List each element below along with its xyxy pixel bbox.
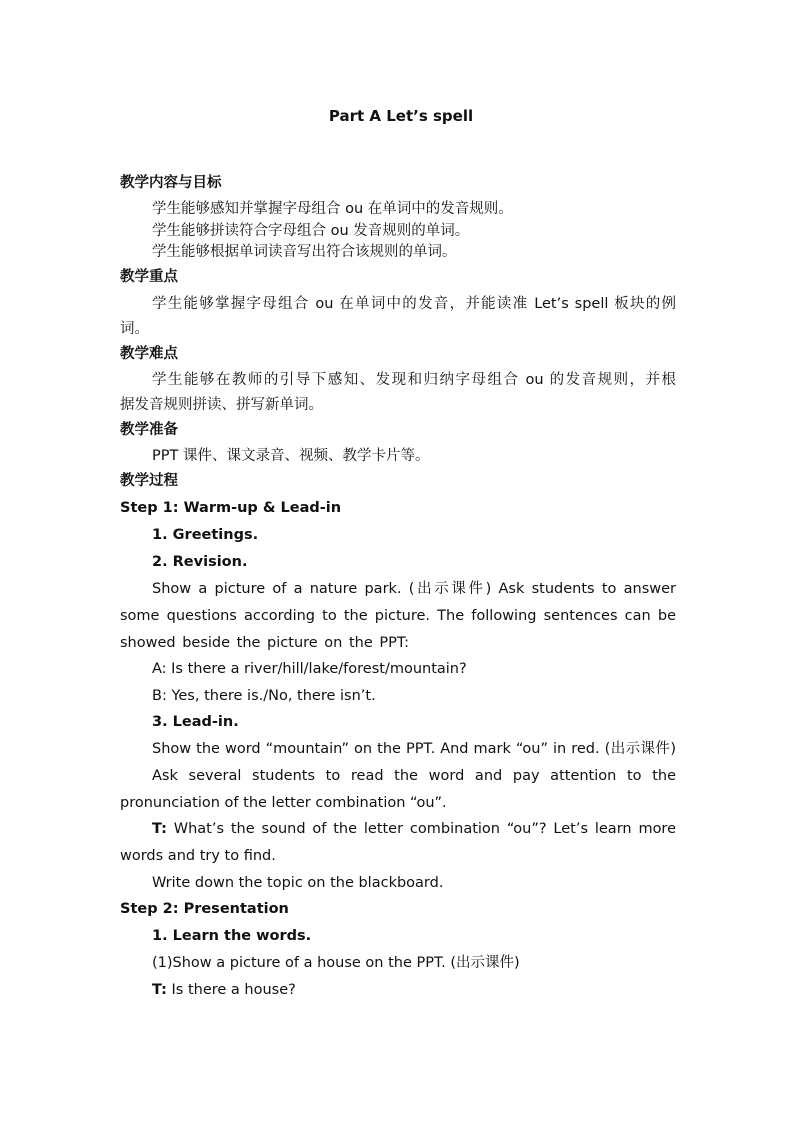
teacher-label: T: <box>152 982 167 998</box>
dialog-b: B: Yes, there is./No, there isn’t. <box>152 688 376 704</box>
difficult-line-1: 学生能够在教师的引导下感知、发现和归纳字母组合 ou 的发音规则，并根 <box>152 372 676 388</box>
lead-line-2: Ask several students to read the word and pay attention to the <box>152 768 676 784</box>
content-heading: 教学内容与目标 <box>120 175 222 191</box>
revision-line-3: showed beside the picture on the PPT: <box>120 635 410 651</box>
teacher-question-line-1 <box>152 819 676 839</box>
teacher-question-line-2: words and try to find. <box>120 848 276 864</box>
goal-3: 学生能够根据单词读音写出符合该规则的单词。 <box>152 244 457 260</box>
teacher-label: T: <box>152 821 167 837</box>
prep-text: PPT 课件、课文录音、视频、教学卡片等。 <box>152 448 430 464</box>
difficult-heading: 教学难点 <box>120 346 178 362</box>
teacher-question-text: Is there a house? <box>166 982 296 998</box>
step1-item-greetings: 1. Greetings. <box>152 527 259 543</box>
step1-item-revision: 2. Revision. <box>152 554 248 570</box>
step2-sub-1: (1)Show a picture of a house on the PPT. (出示课件) <box>152 955 520 971</box>
page-title: Part A Let’s spell <box>328 107 474 125</box>
step1-item-lead-in: 3. Lead-in. <box>152 714 239 730</box>
goal-1: 学生能够感知并掌握字母组合 ou 在单词中的发音规则。 <box>152 201 513 217</box>
step2-item-learn-words: 1. Learn the words. <box>152 928 312 944</box>
lead-line-1: Show the word “mountain” on the PPT. And mark “ou” in red. (出示课件) <box>152 741 676 757</box>
dialog-a: A: Is there a river/hill/lake/forest/mountain? <box>152 661 467 677</box>
write-topic-line: Write down the topic on the blackboard. <box>152 875 444 891</box>
key-line-1: 学生能够掌握字母组合 ou 在单词中的发音，并能读准 Let’s spell 板块的例 <box>152 296 676 312</box>
key-line-2: 词。 <box>120 321 149 337</box>
process-heading: 教学过程 <box>120 473 178 489</box>
key-heading: 教学重点 <box>120 269 178 285</box>
step2-heading: Step 2: Presentation <box>120 901 289 917</box>
goal-2: 学生能够拼读符合字母组合 ou 发音规则的单词。 <box>152 223 470 239</box>
difficult-line-2: 据发音规则拼读、拼写新单词。 <box>120 397 323 413</box>
step1-heading: Step 1: Warm-up & Lead-in <box>120 500 342 516</box>
lead-line-3: pronunciation of the letter combination “ou”. <box>120 795 447 811</box>
step2-teacher-line <box>152 980 676 1000</box>
prep-heading: 教学准备 <box>120 422 178 438</box>
teacher-question-text: What’s the sound of the letter combination “ou”? Let’s learn more <box>166 821 676 837</box>
revision-line-1: Show a picture of a nature park. (出示课件) Ask students to answer <box>152 581 676 597</box>
revision-line-2: some questions according to the picture. The following sentences can be <box>120 608 676 624</box>
